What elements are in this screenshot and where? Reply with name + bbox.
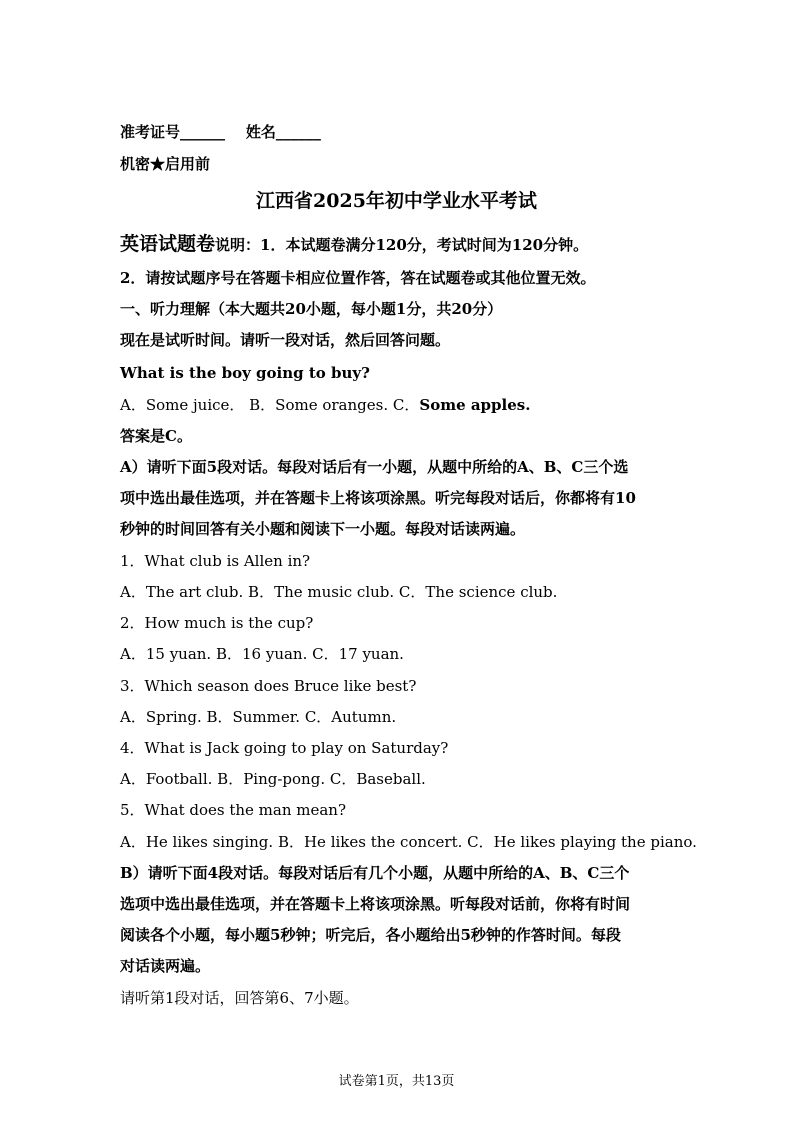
question-5-options: A．He likes singing. B．He likes the concert. C．He likes playing the piano. bbox=[120, 833, 697, 851]
dialog-1-instruction: 请听第1段对话，回答第6、7小题。 bbox=[120, 989, 359, 1007]
subtitle-line bbox=[120, 232, 588, 257]
practice-options bbox=[120, 395, 530, 415]
question-1-options: A．The art club. B．The music club. C．The science club. bbox=[120, 583, 558, 601]
question-3-options: A．Spring. B．Summer. C．Autumn. bbox=[120, 708, 397, 726]
question-3: 3．Which season does Bruce like best? bbox=[120, 677, 417, 695]
confidential-label: 机密★启用前 bbox=[120, 155, 211, 173]
part-a-instructions-2: 项中选出最佳选项，并在答题卡上将该项涂黑。听完每段对话后，你都将有10 bbox=[120, 489, 636, 507]
question-1: 1．What club is Allen in? bbox=[120, 552, 311, 570]
practice-answer-option: Some apples. bbox=[419, 396, 531, 414]
part-b-instructions-1: B）请听下面4段对话。每段对话后有几个小题，从题中所给的A、B、C三个 bbox=[120, 864, 630, 882]
page-footer: 试卷第1页，共13页 bbox=[338, 1074, 455, 1089]
part-a-instructions-3: 秒钟的时间回答有关小题和阅读下一小题。每段对话读两遍。 bbox=[120, 520, 526, 538]
practice-intro: 现在是试听时间。请听一段对话，然后回答问题。 bbox=[120, 331, 451, 349]
note-2: 2．请按试题序号在答题卡相应位置作答，答在试题卷或其他位置无效。 bbox=[120, 269, 596, 287]
practice-answer: 答案是C。 bbox=[120, 427, 192, 445]
part-b-instructions-3: 阅读各个小题，每小题5秒钟；听完后，各小题给出5秒钟的作答时间。每段 bbox=[120, 926, 621, 944]
exam-id-field: 准考证号______ bbox=[120, 123, 226, 141]
question-5: 5．What does the man mean? bbox=[120, 801, 347, 819]
practice-question: What is the boy going to buy? bbox=[120, 364, 370, 382]
exam-title: 江西省2025年初中学业水平考试 bbox=[256, 190, 537, 212]
part-b-instructions-4: 对话读两遍。 bbox=[120, 957, 211, 975]
question-4-options: A．Football. B．Ping-pong. C．Baseball. bbox=[120, 770, 426, 788]
practice-options-text: A．Some juice． B．Some oranges. C． bbox=[120, 396, 420, 414]
name-field: 姓名______ bbox=[245, 123, 321, 141]
question-4: 4．What is Jack going to play on Saturday? bbox=[120, 739, 449, 757]
part-b-instructions-2: 选项中选出最佳选项，并在答题卡上将该项涂黑。听每段对话前，你将有时间 bbox=[120, 895, 631, 913]
question-2-options: A．15 yuan. B．16 yuan. C．17 yuan. bbox=[120, 645, 404, 663]
question-2: 2．How much is the cup? bbox=[120, 614, 314, 632]
paper-title: 英语试题卷 bbox=[120, 233, 216, 255]
section-heading: 一、听力理解（本大题共20小题，每小题1分，共20分） bbox=[120, 300, 503, 318]
note-1: 说明：1．本试题卷满分120分，考试时间为120分钟。 bbox=[215, 236, 589, 254]
header-line bbox=[120, 122, 321, 142]
part-a-instructions-1: A）请听下面5段对话。每段对话后有一小题，从题中所给的A、B、C三个选 bbox=[120, 458, 629, 476]
